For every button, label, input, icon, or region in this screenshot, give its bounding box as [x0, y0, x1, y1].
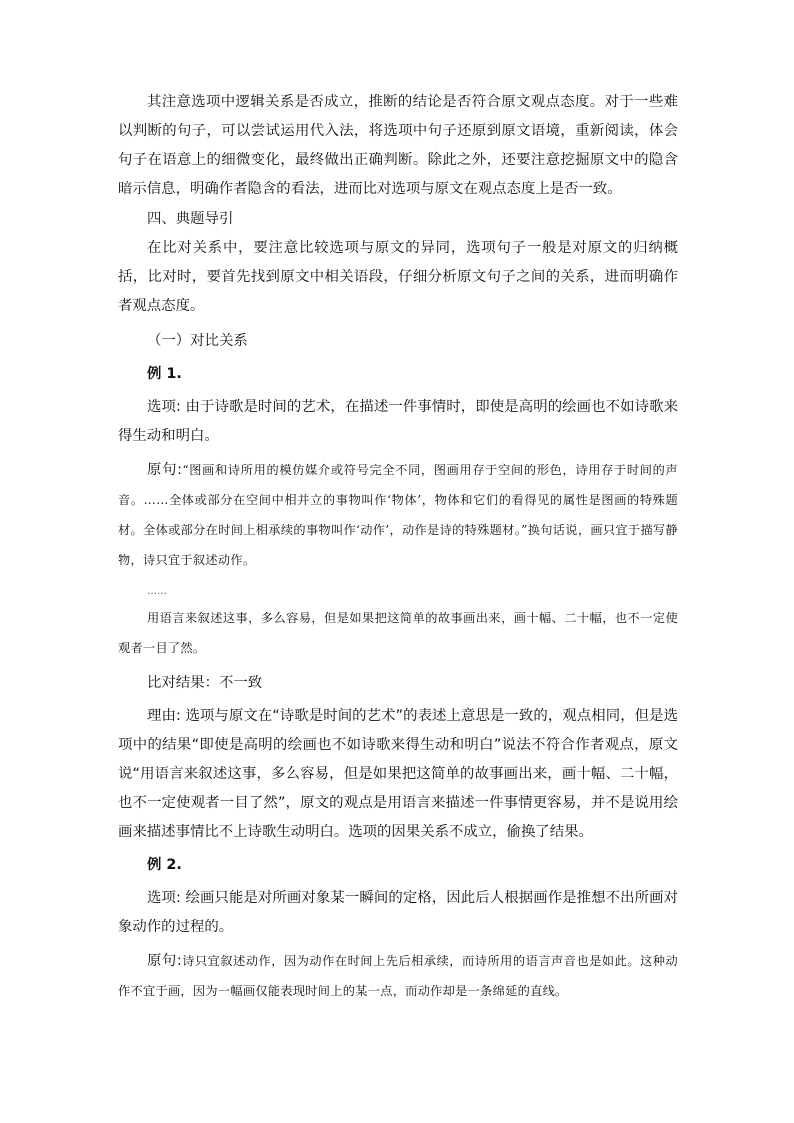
example2-source-lead: 原句:	[147, 953, 182, 969]
intro-paragraph: 其注意选项中逻辑关系是否成立，推断的结论是否符合原文观点态度。对于一些难以判断的句子，可以尝试运用代入法，将选项中句子还原到原文语境，重新阅读，体会句子在语意上的细微变化，最终做出正确判断。除此之外，还要注意挖掘原文中的隐含暗示信息，明确作者隐含的看法，进而比对选项与原文在观点态度上是否一致。	[118, 94, 678, 197]
example1-source-text: “图画和诗所用的模仿媒介或符号完全不同，图画用存于空间的形色，诗用存于时间的声音。……全体或部分在空间中相并立的事物叫作‘物体’，物体和它们的看得见的属性是图画的特殊题材。全体或部分在时间上相承续的事物叫作‘动作’，动作是诗的特殊题材。”换句话说，画只宜于描写静物，诗只宜于叙述动作。	[118, 463, 679, 567]
example2-source	[118, 946, 678, 1006]
document-page	[118, 88, 678, 1006]
example1-source	[118, 455, 678, 575]
example1-label: 例 1.	[147, 366, 182, 382]
section-four-title: 四、典题导引	[147, 211, 234, 227]
subsection-one-title: （一）对比关系	[147, 333, 248, 349]
example1-option: 选项: 由于诗歌是时间的艺术，在描述一件事情时，即使是高明的绘画也不如诗歌来得生动和明白。	[118, 399, 678, 444]
example1-ellipsis: ……	[147, 586, 167, 597]
example2-label: 例 2.	[147, 857, 182, 873]
example1-reason: 理由: 选项与原文在“诗歌是时间的艺术”的表述上意思是一致的，观点相同，但是选项中的结果“即使是高明的绘画也不如诗歌来得生动和明白”说法不符合作者观点，原文说“用语言来叙述这事，多么容易，但是如果把这简单的故事画出来，画十幅、二十幅，也不一定使观者一目了然”，原文的观点是用语言来描述一件事情更容易，并不是说用绘画来描述事情比不上诗歌生动明白。选项的因果关系不成立，偷换了结果。	[118, 708, 678, 840]
example1-result: 比对结果：不一致	[147, 675, 263, 691]
example2-option: 选项: 绘画只能是对所画对象某一瞬间的定格，因此后人根据画作是推想不出所画对象动作的过程的。	[118, 890, 678, 935]
section-four-paragraph: 在比对关系中，要注意比较选项与原文的异同，选项句子一般是对原文的归纳概括，比对时，要首先找到原文中相关语段，仔细分析原文句子之间的关系，进而明确作者观点态度。	[118, 240, 678, 314]
example1-source-text-2: 用语言来叙述这事，多么容易，但是如果把这简单的故事画出来，画十幅、二十幅，也不一定使观者一目了然。	[118, 611, 678, 655]
example2-source-text: 诗只宜叙述动作，因为动作在时间上先后相承续，而诗所用的语言声音也是如此。这种动作不宜于画，因为一幅画仅能表现时间上的某一点，而动作却是一条绵延的直线。	[118, 954, 679, 998]
example1-source-lead: 原句:	[147, 462, 183, 478]
